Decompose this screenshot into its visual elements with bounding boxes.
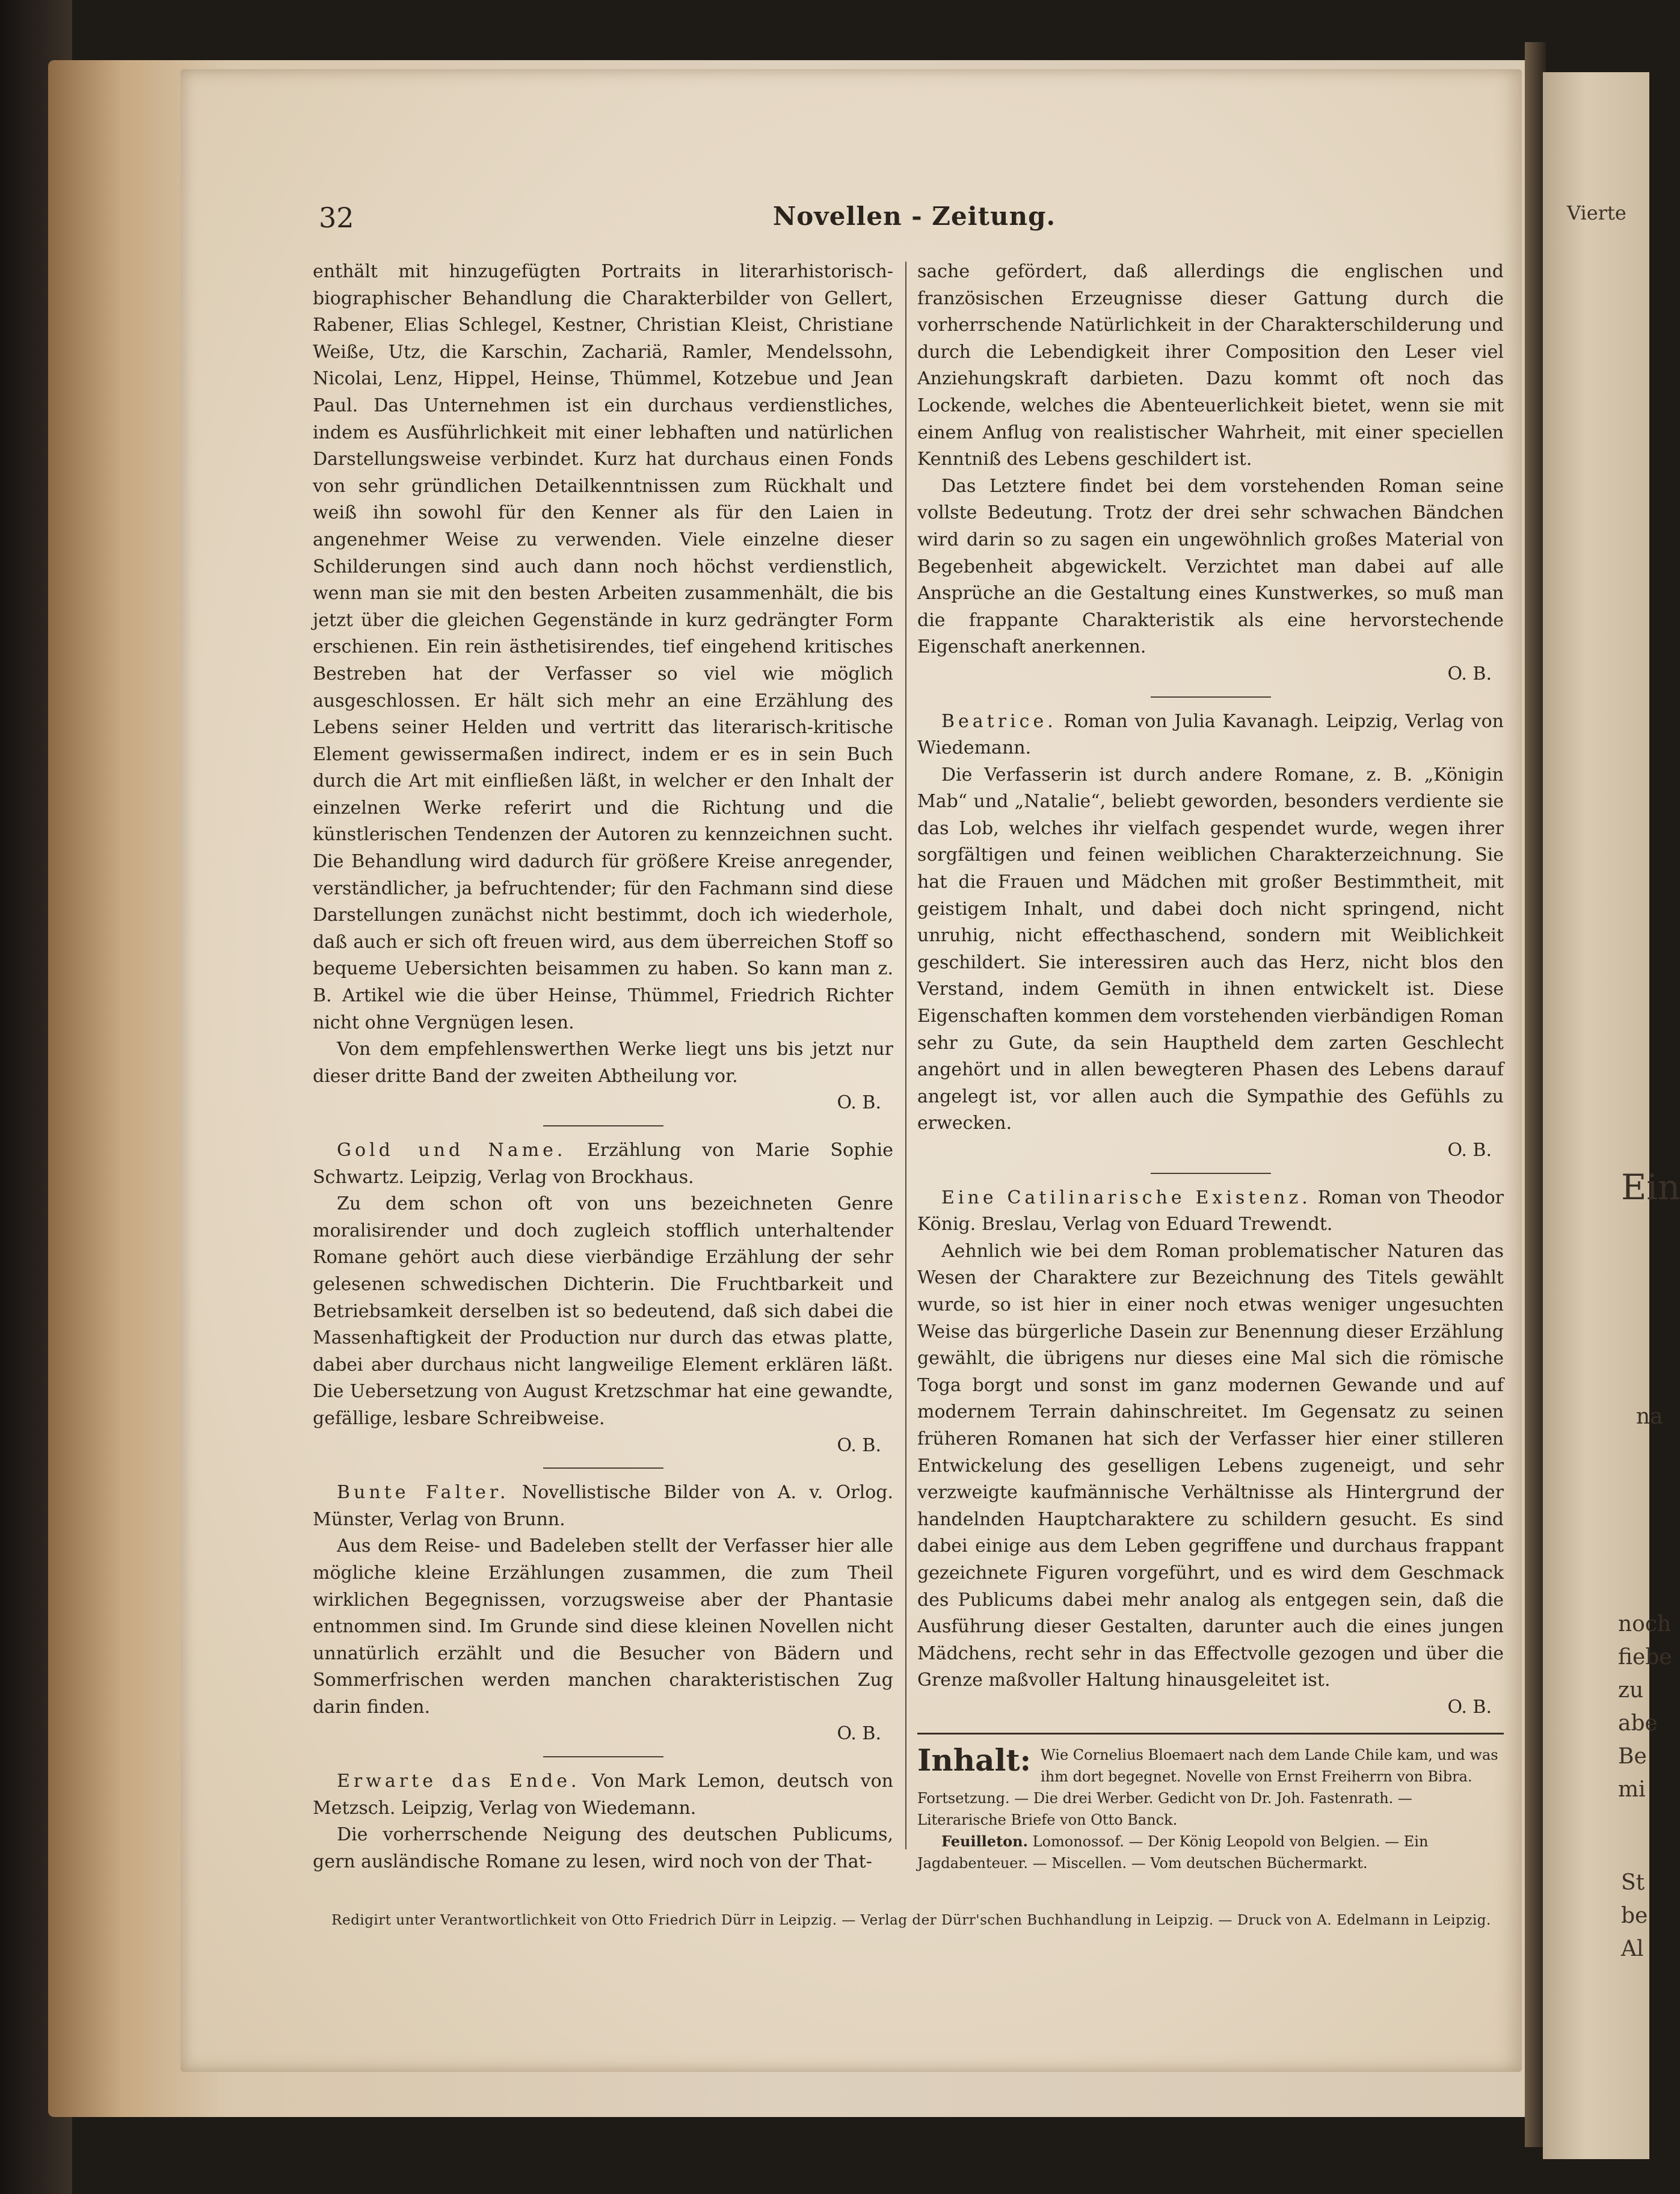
review-meta: Von Mark Lemon, deutsch von Metzsch. Leipzig, Verlag von Wiedemann. — [313, 1771, 893, 1819]
review-title: Beatrice. — [941, 710, 1057, 732]
reviewer-signature: O. B. — [837, 1434, 881, 1456]
review-meta: Erzählung von Marie Sophie Schwartz. Leipzig, Verlag von Brockhaus. — [313, 1140, 893, 1188]
review-title: Eine Catilinarische Existenz. — [941, 1187, 1311, 1208]
journal-title: Novellen - Zeitung. — [772, 201, 1056, 231]
next-page-word: Vierte — [1567, 201, 1626, 224]
next-page-word: be — [1621, 1904, 1648, 1928]
left-column — [313, 259, 893, 1875]
feuilleton-label: Feuilleton. — [941, 1833, 1028, 1851]
next-page-fragment — [1543, 72, 1680, 2159]
review-meta: Roman von Theodor König. Breslau, Verlag von Eduard Trewendt. — [917, 1187, 1504, 1235]
article-paragraph: Von dem empfehlenswerthen Werke liegt uns bis jetzt nur dieser dritte Band der zweiten Abtheilung vor. — [313, 1039, 893, 1087]
running-head — [319, 201, 1510, 238]
next-page-word: abe — [1618, 1711, 1658, 1736]
next-page-word: mi — [1618, 1777, 1646, 1802]
imprint-line: Redigirt unter Verantwortlichkeit von Otto Friedrich Dürr in Leipzig. — Verlag der Dürr'schen Buchhandlung in Leipzig. — Druck von A. Edelmann in Leipzig. — [331, 1913, 1491, 1928]
next-page-word: Al — [1621, 1937, 1644, 1961]
table-of-contents — [917, 1733, 1504, 1874]
review-body: Die Verfasserin ist durch andere Romane, z. B. „Königin Mab“ und „Natalie“, beliebt geworden, besonders verdiente sie das Lob, welches ihr vielfach gespendet wurde, wegen ihrer sorgfältigen und feinen weiblichen Charakterzeichnung. Sie hat die Frauen und Mädchen mit großer Bestimmtheit, mit geistigem Inhalt, und dabei doch nicht springend, nicht unruhig, nicht effecthaschend, sondern mit Weiblichkeit geschildert. Sie interessiren auch das Herz, nicht blos den Verstand, indem Gemüth in ihnen entwickelt ist. Diese Eigenschaften kommen dem vorstehenden vierbändigen Roman sehr zu Gute, da sein Hauptheld dem zarten Geschlecht angehört und in allen bewegteren Phasen des Lebens darauf angelegt ist, vor allen auch die Sympathie des Gefühls zu erwecken. — [917, 764, 1504, 1134]
next-page-word: St — [1621, 1870, 1645, 1895]
review-title: Bunte Falter. — [337, 1482, 509, 1504]
section-separator — [543, 1467, 663, 1469]
next-page-word: Be — [1618, 1744, 1647, 1769]
reviewer-signature: O. B. — [1447, 1140, 1492, 1161]
review-heading — [313, 1768, 893, 1822]
review-meta: Novellistische Bilder von A. v. Orlog. Münster, Verlag von Brunn. — [313, 1482, 893, 1530]
section-separator — [1151, 1173, 1271, 1174]
contents-entries: Wie Cornelius Bloemaert nach dem Lande Chile kam, und was ihm dort begegnet. Novelle von Ernst Freiherrn von Bibra. Fortsetzung. — Die drei Werber. Gedicht von Dr. Joh. Fastenrath. — Literarische Briefe von Otto Banck. — [917, 1747, 1498, 1829]
next-page-word: na — [1636, 1404, 1663, 1429]
section-separator — [543, 1125, 663, 1126]
feuilleton-items: Lomonossof. — Der König Leopold von Belgien. — Ein Jagdabenteuer. — Miscellen. — Vom deutschen Büchermarkt. — [917, 1833, 1429, 1872]
contents-heading: Inhalt: — [917, 1742, 1032, 1778]
article-paragraph: sache gefördert, daß allerdings die englischen und französischen Erzeugnisse dieser Gattung durch die vorherrschende Natürlichkeit in der Charakterschilderung und durch die Lebendigkeit ihrer Composition den Leser viel Anziehungskraft darbieten. Dazu kommt oft noch das Lockende, welches die Abenteuerlichkeit bietet, wenn sie mit einem Anflug von realistischer Wahrheit, mit einer speciellen Kenntniß des Lebens geschildert ist. — [917, 261, 1504, 470]
reviewer-signature: O. B. — [837, 1723, 881, 1745]
review-heading — [917, 708, 1504, 762]
column-divider — [905, 262, 906, 1849]
section-separator — [543, 1756, 663, 1757]
review-body: Die vorherrschende Neigung des deutschen Publicums, gern ausländische Romane zu lesen, wird noch von der That- — [313, 1824, 893, 1872]
page-number: 32 — [319, 201, 354, 234]
review-title: Erwarte das Ende. — [337, 1771, 580, 1792]
review-body: Zu dem schon oft von uns bezeichneten Genre moralisirender und doch zugleich stofflich unterhaltender Romane gehört auch diese vierbändige Erzählung der sehr gelesenen schwedischen Dichterin. Die Fruchtbarkeit und Betriebsamkeit derselben ist so bedeutend, daß sich dabei die Massenhaftigkeit der Production nur durch das etwas platte, dabei aber durchaus nicht langweilige Element erklären läßt. Die Uebersetzung von August Kretzschmar hat eine gewandte, gefällige, lesbare Schreibweise. — [313, 1193, 893, 1429]
review-meta: Roman von Julia Kavanagh. Leipzig, Verlag von Wiedemann. — [917, 710, 1504, 759]
section-separator — [1151, 696, 1271, 698]
review-heading — [313, 1137, 893, 1191]
review-body: Aehnlich wie bei dem Roman problematischer Naturen das Wesen der Charaktere zur Bezeichnung des Titels gewählt wurde, so ist hier in einer noch etwas weniger ungesuchten Weise das bürgerliche Dasein zur Benennung dieser Erzählung gewählt, die übrigens nur dieses eine Mal sich die römische Toga borgt und sonst im ganz modernen Gewande und auf modernem Terrain dahinschreitet. Im Gegensatz zu seinen früheren Romanen hat sich der Verfasser hier einer stilleren Entwickelung des geselligen Lebens zugeneigt, und sehr verzweigte kaufmännische Verhältnisse als Hintergrund der handelnden Hauptcharaktere zu schildern gesucht. Es sind dabei einige aus dem Leben gegriffene und durchaus frappant gezeichnete Figuren vorgeführt, und es wird dem Geschmack des Publicums dabei mehr analog als entgegen sein, daß die Ausführung dieser Gestalten, darunter auch die eines jungen Mädchens, recht sehr in das Effectvolle gezogen und über die Grenze maßvoller Haltung hinausgeleitet ist. — [917, 1240, 1504, 1691]
next-page-word: Ein — [1621, 1167, 1680, 1208]
review-title: Gold und Name. — [337, 1140, 567, 1161]
reviewer-signature: O. B. — [837, 1092, 881, 1114]
review-heading — [917, 1185, 1504, 1238]
next-page-word: zu — [1618, 1678, 1644, 1703]
review-heading — [313, 1480, 893, 1533]
reviewer-signature: O. B. — [1447, 663, 1492, 684]
next-page-word: noch — [1618, 1612, 1672, 1636]
reviewer-signature: O. B. — [1447, 1696, 1492, 1718]
feuilleton-line — [917, 1831, 1504, 1874]
article-paragraph: Das Letztere findet bei dem vorstehenden Roman seine vollste Bedeutung. Trotz der drei sehr schwachen Bändchen wird darin so zu sagen ein ungewöhnlich großes Material von Begebenheit abgewickelt. Verzichtet man dabei auf alle Ansprüche an die Gestaltung eines Kunstwerkes, so muß man die frappante Charakteristik als eine hervorstechende Eigenschaft anerkennen. — [917, 475, 1504, 658]
right-column — [917, 259, 1504, 1874]
review-body: Aus dem Reise- und Badeleben stellt der Verfasser hier alle mögliche kleine Erzählungen zusammen, die zum Theil wirklichen Begegnissen, vorzugsweise aber der Phantasie entnommen sind. Im Grunde sind diese kleinen Novellen nicht unnatürlich erzählt und die Besucher von Bädern und Sommerfrischen werden manchen charakteristischen Zug darin finden. — [313, 1535, 893, 1718]
article-paragraph: enthält mit hinzugefügten Portraits in literarhistorisch-biographischer Behandlung die Charakterbilder von Gellert, Rabener, Elias Schlegel, Kestner, Christian Kleist, Christiane Weiße, Utz, die Karschin, Zachariä, Ramler, Mendelssohn, Nicolai, Lenz, Hippel, Heinse, Thümmel, Kotzebue und Jean Paul. Das Unternehmen ist ein durchaus verdienstliches, indem es Ausführlichkeit mit einer lebhaften und natürlichen Darstellungsweise verbindet. Kurz hat durchaus einen Fonds von sehr gründlichen Detailkenntnissen zum Rückhalt und weiß ihn sowohl für den Kenner als für den Laien in angenehmer Weise zu verwenden. Viele einzelne dieser Schilderungen sind auch dann noch höchst verdienstlich, wenn man sie mit den besten Arbeiten zusammenhält, die bis jetzt über die gleichen Gegenstände in kurz gedrängter Form erschienen. Ein rein ästhetisirendes, tief eingehend kritisches Bestreben hat der Verfasser so viel wie möglich ausgeschlossen. Er hält sich mehr an eine Erzählung des Lebens seiner Helden und vertritt das literarisch-kritische Element gewissermaßen indirect, indem er es in sein Buch durch die Art mit einfließen läßt, in welcher er den Inhalt der einzelnen Werke referirt und die Richtung und die künstlerischen Tendenzen der Autoren zu kennzeichnen sucht. Die Behandlung wird dadurch für größere Kreise anregender, verständlicher, ja befruchtender; für den Fachmann sind diese Darstellungen zunächst nicht bestimmt, doch ich wiederhole, daß auch er sich oft freuen wird, aus dem überreichen Stoff so bequeme Uebersichten beisammen zu haben. So kann man z. B. Artikel wie die über Heinse, Thümmel, Friedrich Richter nicht ohne Vergnügen lesen. — [313, 261, 893, 1033]
next-page-word: fiebe — [1618, 1645, 1672, 1670]
